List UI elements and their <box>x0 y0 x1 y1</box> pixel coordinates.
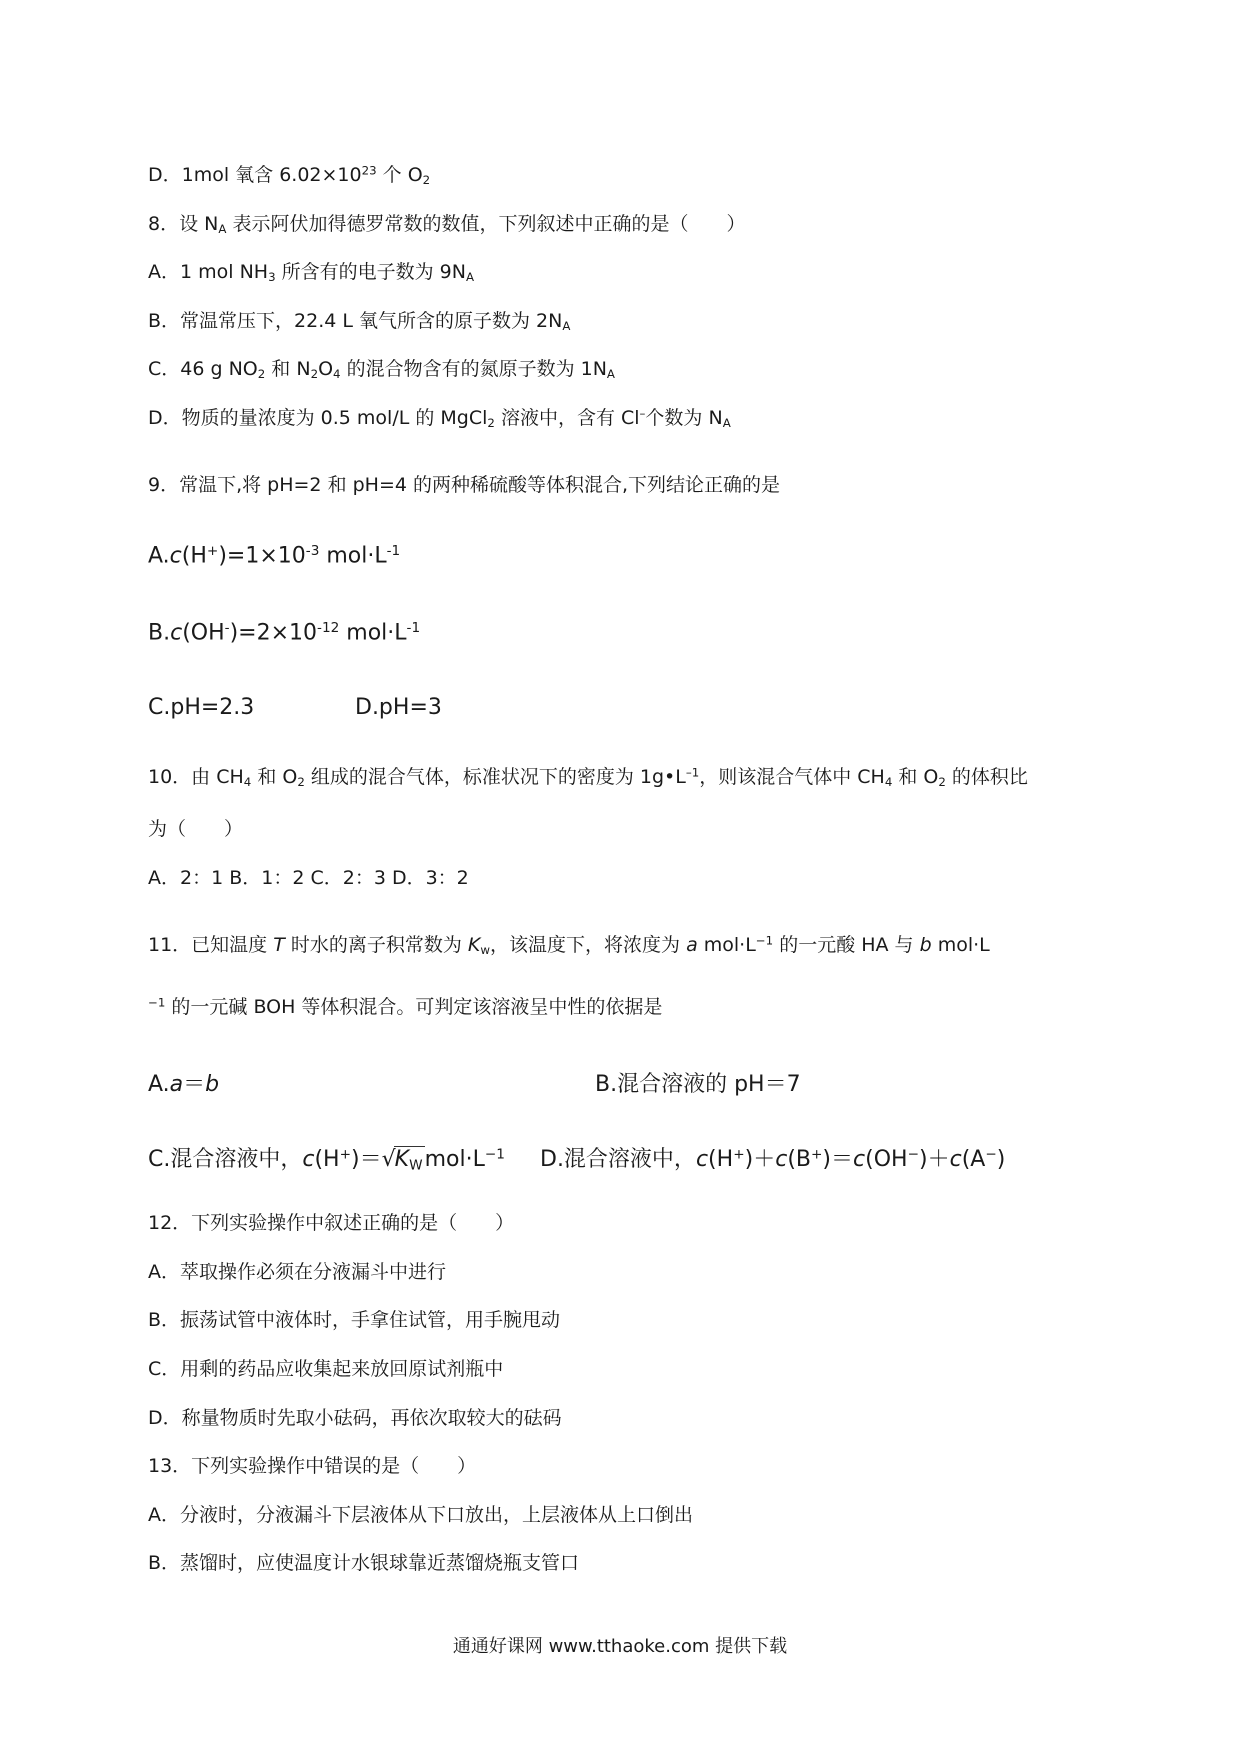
q10-options: A．2：1 B．1：2 C．2：3 D．3：2 <box>148 867 469 889</box>
q13-option-b: B．蒸馏时，应使温度计水银球靠近蒸馏烧瓶支管口 <box>148 1552 580 1574</box>
q8-option-c: C．46 g $NO_2$ 和 $N_2O_4$ 的混合物含有的氮原子数为 $1N_A$ <box>148 358 615 381</box>
q9-option-b: $B.c(OH^-)=2\times 10^{-12}$ $mol\cdot L^{-1}$ <box>148 620 421 646</box>
q11-option-b: B.混合溶液的 pH＝7 <box>595 1072 801 1097</box>
sqrt-sign-icon: √ <box>381 1147 396 1172</box>
q11-stem: 11．已知温度 T 时水的离子积常数为 $K_w$，该温度下，将浓度为 a $mol\cdot L^{-1}$ 的一元酸 HA 与 b mol·L <box>148 933 990 957</box>
q8-option-b: B．常温常压下，22.4 L 氧气所含的原子数为 $2N_A$ <box>148 310 571 333</box>
q10-stem-cont: 为（ ） <box>148 818 244 840</box>
q9-option-c: C.pH=2.3 <box>148 695 255 720</box>
q13-stem: 13．下列实验操作中错误的是（ ） <box>148 1455 477 1477</box>
q12-option-a: A．萃取操作必须在分液漏斗中进行 <box>148 1261 446 1283</box>
q10-stem: 10．由 $CH_4$ 和 $O_2$ 组成的混合气体，标准状况下的密度为 $1g•L^{-1}$，则该混合气体中 $CH_4$ 和 $O_2$ 的体积比 <box>148 765 1028 789</box>
q9-option-d: D.pH=3 <box>355 695 442 720</box>
q12-option-b: B．振荡试管中液体时，手拿住试管，用手腕甩动 <box>148 1309 561 1331</box>
q12-option-d: D．称量物质时先取小砝码，再依次取较大的砝码 <box>148 1407 562 1429</box>
q11-option-a: A.a＝b <box>148 1072 220 1097</box>
q11-stem-cont: $^{-1}$ 的一元碱 BOH 等体积混合。可判定该溶液呈中性的依据是 <box>148 995 663 1018</box>
sqrt-radicand: $K_W$ <box>394 1147 423 1174</box>
q9-option-a: $A.c(H^+)=1\times 10^{-3}$ $mol\cdot L^{-1}$ <box>148 543 401 569</box>
q8-option-a: A．1 mol $NH_3$ 所含有的电子数为 $9N_A$ <box>148 261 475 284</box>
q12-option-c: C．用剩的药品应收集起来放回原试剂瓶中 <box>148 1358 504 1380</box>
q13-option-a: A．分液时，分液漏斗下层液体从下口放出，上层液体从上口倒出 <box>148 1504 693 1526</box>
q11-option-c: C.混合溶液中，$c(H^+)=√K_Wmol\cdot L^{-1}$ <box>148 1146 505 1174</box>
q7-option-d: D．1mol 氧含 $6.02\times 10^{23}$ 个 $O_2$ <box>148 163 431 187</box>
q12-stem: 12．下列实验操作中叙述正确的是（ ） <box>148 1212 515 1234</box>
page-footer: 通通好课网 www.tthaoke.com 提供下载 <box>452 1636 788 1657</box>
q9-stem: 9．常温下,将 pH=2 和 pH=4 的两种稀硫酸等体积混合,下列结论正确的是 <box>148 474 781 496</box>
q8-stem: 8．设 $N_A$ 表示阿伏加得德罗常数的数值，下列叙述中正确的是（ ） <box>148 213 746 236</box>
q11-option-d: D.混合溶液中，c(H+)＋c(B+)＝c(OH−)＋c(A−) <box>540 1146 1006 1172</box>
q8-option-d: D．物质的量浓度为 0.5 mol/L 的 MgCl$_2$ 溶液中，含有 Cl–个数为 $N_A$ <box>148 406 731 430</box>
